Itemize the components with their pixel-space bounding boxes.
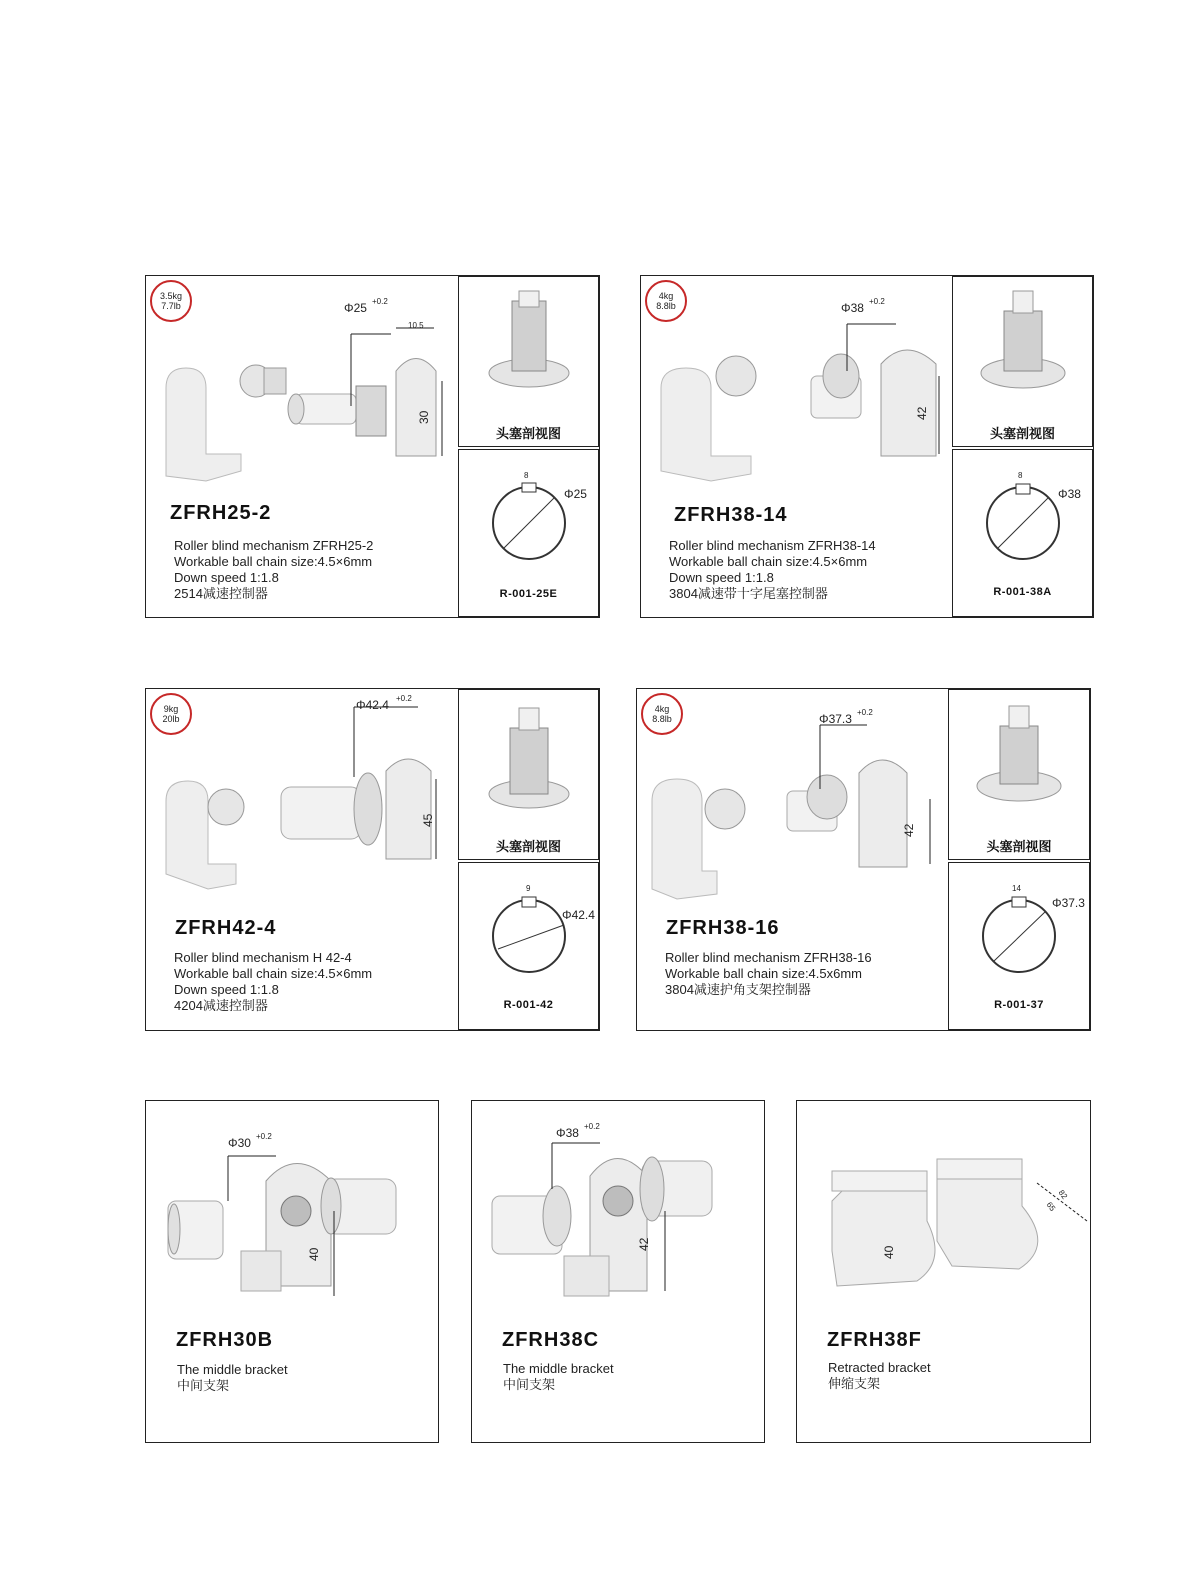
- product-card-zfrh42-4: [145, 688, 600, 1031]
- height-dim-label: [902, 817, 933, 841]
- svg-text:82: 82: [1056, 1188, 1070, 1201]
- diameter-label: [841, 296, 901, 318]
- model-name: ZFRH30B: [176, 1329, 274, 1351]
- product-illustration: [637, 689, 947, 919]
- load-badge: 9kg 20lb: [150, 693, 192, 735]
- product-card-zfrh38-16: [636, 688, 1091, 1031]
- height-dim-label: [915, 400, 946, 424]
- product-illustration: [641, 276, 951, 506]
- model-name: ZFRH25-2: [170, 502, 272, 524]
- svg-text:+0.2: +0.2: [869, 297, 885, 306]
- load-badge: 3.5kg 7.7lb: [150, 280, 192, 322]
- tube-profile-drawing: [974, 881, 1089, 971]
- product-card-zfrh38-14: [640, 275, 1094, 618]
- svg-text:+0.2: +0.2: [372, 297, 388, 306]
- section-view-illustration: [974, 704, 1064, 814]
- tube-code: R-001-25E: [499, 588, 558, 600]
- section-view-illustration: [484, 704, 574, 814]
- svg-text:9: 9: [526, 884, 531, 893]
- svg-text:40: 40: [882, 1245, 896, 1259]
- svg-text:30: 30: [417, 410, 431, 424]
- load-badge: 4kg 8.8lb: [645, 280, 687, 322]
- svg-text:8: 8: [1018, 471, 1023, 480]
- section-view-panel: [458, 689, 599, 860]
- model-name: ZFRH42-4: [175, 917, 277, 939]
- description: Retracted bracket 伸缩支架: [828, 1360, 931, 1391]
- tube-code: R-001-38A: [993, 586, 1052, 598]
- height-dim-label: [882, 1239, 913, 1263]
- svg-text:+0.2: +0.2: [857, 708, 873, 717]
- section-caption: 头塞剖视图: [495, 839, 561, 854]
- model-name: ZFRH38-16: [666, 917, 780, 939]
- bracket-illustration: [472, 1101, 766, 1321]
- description: Roller blind mechanism H 42-4 Workable ball chain size:4.5×6mm Down speed 1:1.8 4204减速控制器: [174, 950, 373, 1013]
- section-caption: 头塞剖视图: [495, 426, 561, 441]
- svg-text:Φ25: Φ25: [344, 301, 367, 315]
- product-illustration: [146, 689, 456, 919]
- bracket-illustration: [146, 1101, 440, 1321]
- height-dim-label: [307, 1241, 338, 1265]
- svg-text:Φ42.4: Φ42.4: [562, 908, 595, 922]
- svg-text:Φ37.3: Φ37.3: [1052, 896, 1085, 910]
- tube-profile-drawing: [484, 881, 599, 971]
- svg-text:8: 8: [524, 471, 529, 480]
- section-view-illustration: [484, 291, 574, 401]
- section-caption: 头塞剖视图: [989, 426, 1055, 441]
- tube-profile-panel: [458, 449, 599, 617]
- bracket-card-zfrh38c: [471, 1100, 765, 1443]
- tube-code: R-001-42: [503, 999, 554, 1011]
- section-view-panel: [458, 276, 599, 447]
- svg-text:42: 42: [637, 1237, 651, 1251]
- diameter-label: [556, 1121, 616, 1143]
- extra-dim-label: [408, 318, 438, 332]
- diameter-label: [356, 693, 426, 715]
- section-view-panel: [948, 689, 1090, 860]
- svg-text:Φ38: Φ38: [841, 301, 864, 315]
- svg-text:+0.2: +0.2: [584, 1122, 600, 1131]
- height-dim-label: [637, 1231, 668, 1255]
- svg-text:Φ37.3: Φ37.3: [819, 712, 852, 726]
- tube-profile-drawing: [978, 468, 1088, 558]
- diameter-label: [819, 707, 889, 729]
- svg-text:40: 40: [307, 1247, 321, 1261]
- svg-text:45: 45: [421, 813, 435, 827]
- description: The middle bracket 中间支架: [503, 1361, 614, 1392]
- svg-text:14: 14: [1012, 884, 1021, 893]
- svg-text:+0.2: +0.2: [256, 1132, 272, 1141]
- svg-text:42: 42: [915, 406, 929, 420]
- width-dim-label-65: [1043, 1199, 1065, 1217]
- bracket-card-zfrh30b: [145, 1100, 439, 1443]
- tube-profile-panel: [458, 862, 599, 1030]
- description: Roller blind mechanism ZFRH38-14 Workable ball chain size:4.5×6mm Down speed 1:1.8 3804减速带十字尾塞控制器: [669, 538, 876, 601]
- section-view-panel: [952, 276, 1093, 447]
- height-dim-label: [417, 404, 448, 428]
- svg-text:65: 65: [1044, 1200, 1058, 1213]
- svg-text:Φ42.4: Φ42.4: [356, 698, 389, 712]
- svg-text:Φ38: Φ38: [556, 1126, 579, 1140]
- tube-code: R-001-37: [994, 999, 1044, 1011]
- model-name: ZFRH38F: [827, 1329, 922, 1351]
- tube-profile-drawing: [484, 468, 594, 558]
- description: Roller blind mechanism ZFRH38-16 Workable ball chain size:4.5x6mm 3804减速护角支架控制器: [665, 950, 872, 997]
- svg-text:10.5: 10.5: [408, 321, 424, 330]
- description: Roller blind mechanism ZFRH25-2 Workable ball chain size:4.5×6mm Down speed 1:1.8 2514减速控制器: [174, 538, 374, 601]
- section-view-illustration: [978, 291, 1068, 401]
- svg-text:42: 42: [902, 823, 916, 837]
- bracket-card-zfrh38f: [796, 1100, 1091, 1443]
- model-name: ZFRH38C: [502, 1329, 600, 1351]
- svg-text:+0.2: +0.2: [396, 694, 412, 703]
- diameter-label: [344, 296, 404, 318]
- tube-profile-panel: [952, 449, 1093, 617]
- product-card-zfrh25-2: [145, 275, 600, 618]
- product-illustration: [146, 276, 456, 506]
- section-caption: 头塞剖视图: [986, 839, 1052, 854]
- svg-text:Φ30: Φ30: [228, 1136, 251, 1150]
- diameter-label: [228, 1131, 288, 1153]
- model-name: ZFRH38-14: [674, 504, 788, 526]
- load-badge: 4kg 8.8lb: [641, 693, 683, 735]
- description: The middle bracket 中间支架: [177, 1362, 288, 1393]
- height-dim-label: [421, 807, 452, 831]
- svg-text:Φ25: Φ25: [564, 487, 587, 501]
- svg-text:Φ38: Φ38: [1058, 487, 1081, 501]
- tube-profile-panel: [948, 862, 1090, 1030]
